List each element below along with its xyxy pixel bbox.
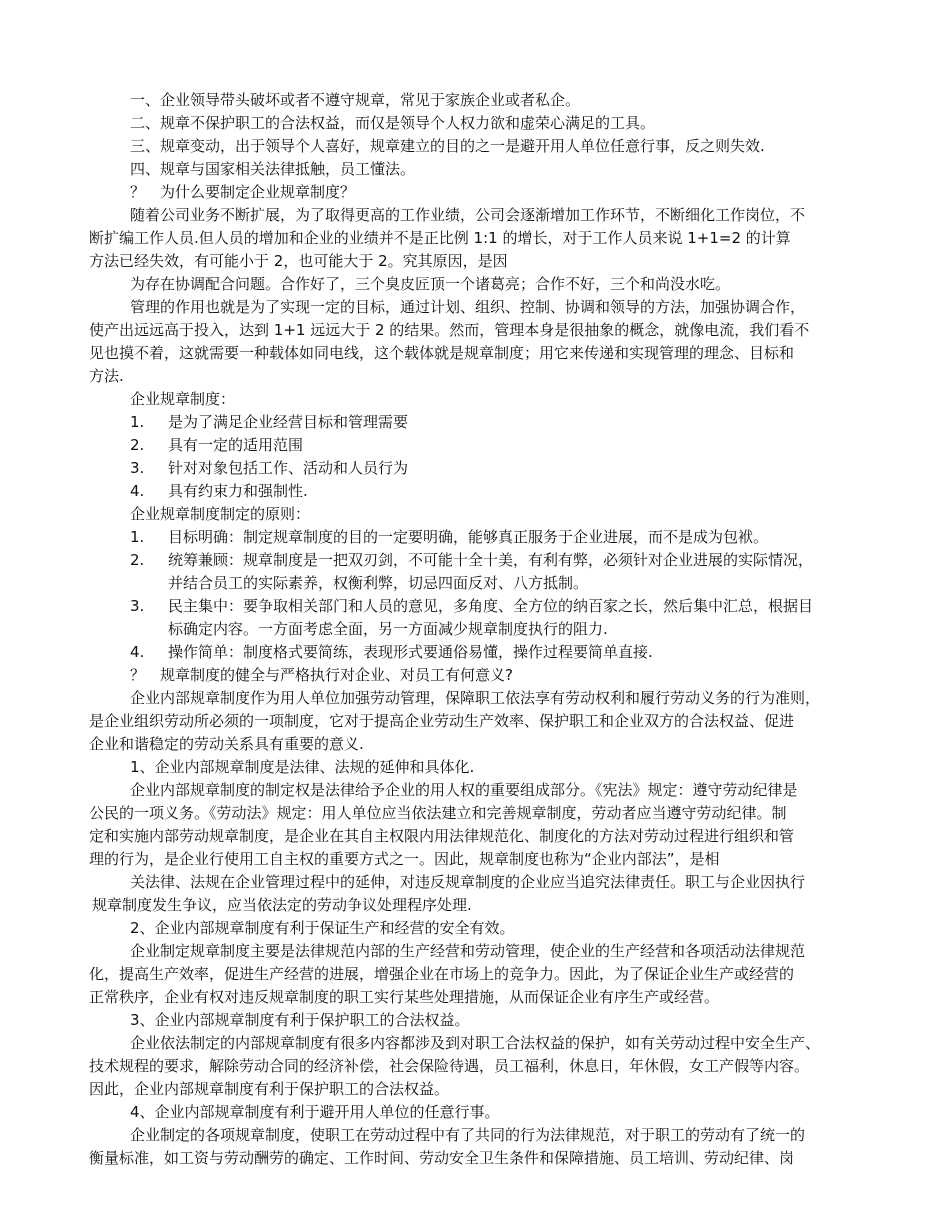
list-number: 2. xyxy=(130,551,145,569)
list-item: 针对对象包括工作、活动和人员行为 xyxy=(168,459,409,477)
text-line: 断扩编工作人员.但人员的增加和企业的业绩并不是正比例 1:1 的增长，对于工作人员来说 1+1=2 的计算 xyxy=(89,229,791,247)
text-line: 规章制度发生争议，应当依法定的劳动争议处理程序处理. xyxy=(92,896,472,914)
text-line: 三、规章变动，出于领导个人喜好，规章建立的目的之一是避开用人单位任意行事，反之则失效. xyxy=(130,137,765,155)
list-number: 4. xyxy=(130,482,145,500)
text-line: 关法律、法规在企业管理过程中的延伸，对违反规章制度的企业应当追究法律责任。职工与企业因执行 xyxy=(130,873,806,891)
text-line: 四、规章与国家相关法律抵触，员工懂法。 xyxy=(130,160,416,178)
text-line: 定和实施内部劳动规章制度，是企业在其自主权限内用法律规范化、制度化的方法对劳动过程进行组织和管 xyxy=(89,827,795,845)
list-number: 4. xyxy=(130,643,145,661)
question-heading: ？ 为什么要制定企业规章制度？ xyxy=(130,183,356,201)
list-item: 民主集中：要争取相关部门和人员的意见，多角度、全方位的纳百家之长，然后集中汇总，根据目 xyxy=(168,597,814,615)
list-number: 3. xyxy=(130,459,145,477)
text-line: 为存在协调配合问题。合作好了，三个臭皮匠顶一个诸葛亮；合作不好，三个和尚没水吃。 xyxy=(130,275,731,293)
list-number: 3. xyxy=(130,597,145,615)
text-line: 随着公司业务不断扩展，为了取得更高的工作业绩，公司会逐渐增加工作环节，不断细化工作岗位，不 xyxy=(130,206,806,224)
list-item: 具有约束力和强制性. xyxy=(168,482,308,500)
text-line: 正常秩序，企业有权对违反规章制度的职工实行某些处理措施，从而保证企业有序生产或经营。 xyxy=(89,988,720,1006)
text-line: 二、规章不保护职工的合法权益，而仅是领导个人权力欲和虚荣心满足的工具。 xyxy=(130,114,656,132)
text-line: 一、企业领导带头破坏或者不遵守规章，常见于家族企业或者私企。 xyxy=(130,91,581,109)
text-line: 企业制定规章制度主要是法律规范内部的生产经营和劳动管理，使企业的生产经营和各项活动法律规范 xyxy=(130,942,806,960)
text-line: 技术规程的要求，解除劳动合同的经济补偿，社会保险待遇，员工福利，休息日，年休假，女工产假等内容。 xyxy=(89,1057,810,1075)
list-item: 统筹兼顾：规章制度是一把双刃剑，不可能十全十美，有利有弊，必须针对企业进展的实际情况， xyxy=(168,551,814,569)
list-number: 1. xyxy=(130,528,145,546)
subheading: 4、企业内部规章制度有利于避开用人单位的任意行事。 xyxy=(130,1103,500,1121)
list-item: 目标明确：制定规章制度的目的一定要明确，能够真正服务于企业进展，而不是成为包袱。 xyxy=(168,528,769,546)
text-line: 使产出远远高于投入，达到 1+1 远远大于 2 的结果。然而，管理本身是很抽象的概念，就像电流，我们看不 xyxy=(89,321,810,339)
list-item: 具有一定的适用范围 xyxy=(168,436,304,454)
list-number: 1. xyxy=(130,413,145,431)
list-item: 是为了满足企业经营目标和管理需要 xyxy=(168,413,409,431)
text-line: 企业和谐稳定的劳动关系具有重要的意义. xyxy=(89,735,364,753)
question-heading: ？ 规章制度的健全与严格执行对企业、对员工有何意义? xyxy=(130,666,513,684)
list-item-continuation: 并结合员工的实际素养，权衡利弊，切忌四面反对、八方抵制。 xyxy=(168,574,589,592)
text-line: 方法. xyxy=(89,367,124,385)
text-line: 公民的一项义务。《劳动法》规定：用人单位应当依法建立和完善规章制度，劳动者应当遵守劳动纪律。制 xyxy=(89,804,787,822)
text-line: 见也摸不着，这就需要一种载体如同电线，这个载体就是规章制度；用它来传递和实现管理的理念、目标和 xyxy=(89,344,795,362)
section-label: 企业规章制度： xyxy=(130,390,236,408)
list-number: 2. xyxy=(130,436,145,454)
text-line: 管理的作用也就是为了实现一定的目标，通过计划、组织、控制、协调和领导的方法，加强协调合作， xyxy=(130,298,806,316)
section-label: 企业规章制度制定的原则： xyxy=(130,505,311,523)
text-line: 方法已经失效，有可能小于 2，也可能大于 2。究其原因，是因 xyxy=(89,252,508,270)
list-item: 操作简单：制度格式要简练，表现形式要通俗易懂，操作过程要简单直接. xyxy=(168,643,653,661)
text-line: 企业内部规章制度作为用人单位加强劳动管理，保障职工依法享有劳动权利和履行劳动义务的行为准则， xyxy=(130,689,821,707)
text-line: 企业制定的各项规章制度，使职工在劳动过程中有了共同的行为法律规范，对于职工的劳动有了统一的 xyxy=(130,1126,806,1144)
text-line: 化，提高生产效率，促进生产经营的进展，增强企业在市场上的竞争力。因此，为了保证企业生产或经营的 xyxy=(89,965,795,983)
text-line: 衡量标准，如工资与劳动酬劳的确定、工作时间、劳动安全卫生条件和保障措施、员工培训、劳动纪律、岗 xyxy=(89,1149,795,1167)
subheading: 2、企业内部规章制度有利于保证生产和经营的安全有效。 xyxy=(130,919,515,937)
text-line: 企业依法制定的内部规章制度有很多内容都涉及到对职工合法权益的保护，如有关劳动过程中安全生产、 xyxy=(130,1034,821,1052)
list-item-continuation: 标确定内容。一方面考虑全面，另一方面减少规章制度执行的阻力. xyxy=(168,620,608,638)
text-line: 企业内部规章制度的制定权是法律给予企业的用人权的重要组成部分。《宪法》规定：遵守劳动纪律是 xyxy=(130,781,798,799)
subheading: 3、企业内部规章制度有利于保护职工的合法权益。 xyxy=(130,1011,470,1029)
text-line: 理的行为，是企业行使用工自主权的重要方式之一。因此，规章制度也称为“企业内部法”，是相 xyxy=(89,850,720,868)
text-line: 因此，企业内部规章制度有利于保护职工的合法权益。 xyxy=(89,1080,450,1098)
text-line: 是企业组织劳动所必须的一项制度，它对于提高企业劳动生产效率、保护职工和企业双方的合法权益、促进 xyxy=(89,712,795,730)
subheading: 1、企业内部规章制度是法律、法规的延伸和具体化. xyxy=(130,758,475,776)
